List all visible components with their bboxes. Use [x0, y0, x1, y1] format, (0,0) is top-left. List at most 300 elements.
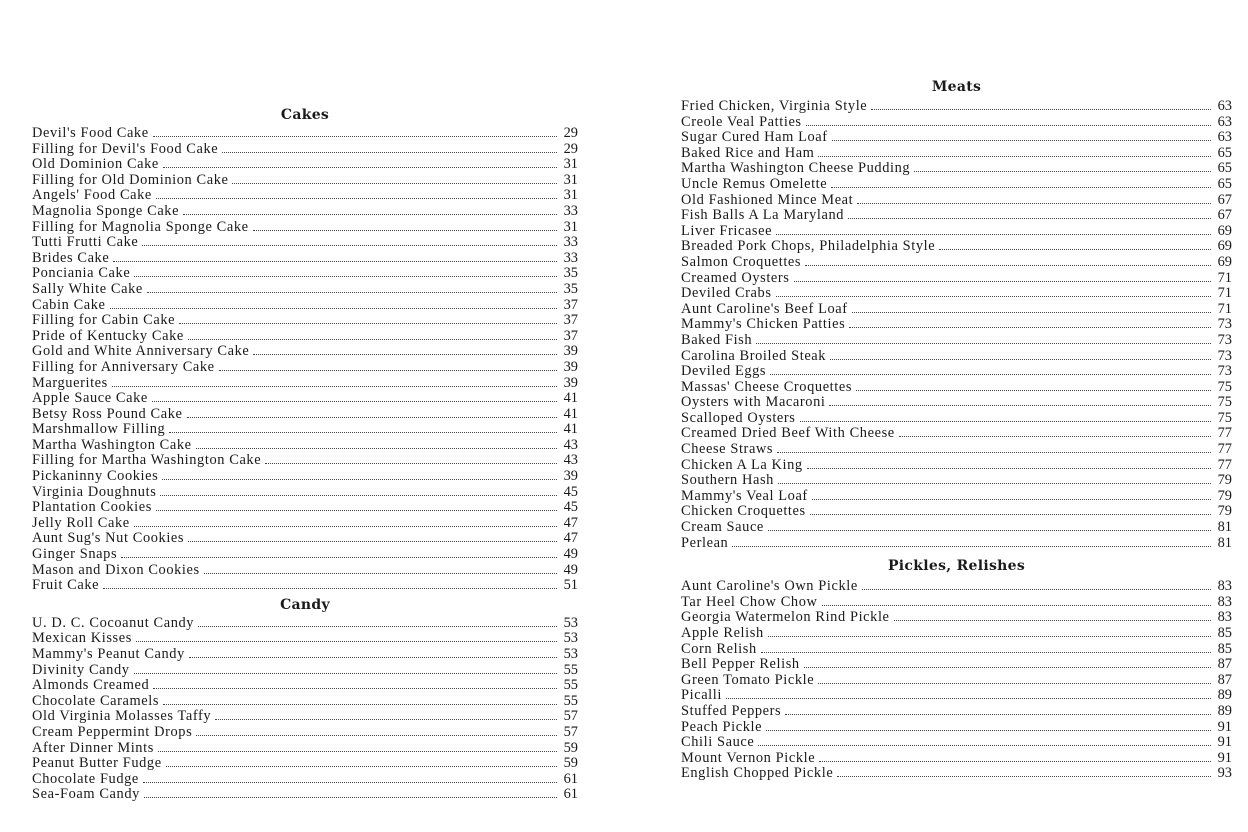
- toc-entry: [32, 142, 578, 158]
- entry-page-number: 43: [563, 436, 578, 453]
- dot-leader: [169, 432, 557, 433]
- entry-title: Cabin Cake: [32, 296, 106, 313]
- dot-leader: [829, 405, 1211, 406]
- toc-entry: [681, 380, 1232, 396]
- dot-leader: [818, 683, 1211, 684]
- entry-title: Chili Sauce: [681, 734, 755, 751]
- entry-page-number: 63: [1217, 113, 1232, 130]
- entry-title: Gold and White Anniversary Cake: [32, 343, 250, 360]
- toc-entry: [681, 626, 1232, 642]
- entry-page-number: 59: [563, 755, 578, 772]
- entry-page-number: 93: [1217, 765, 1232, 782]
- entry-page-number: 53: [563, 630, 578, 647]
- entry-page-number: 77: [1217, 441, 1232, 458]
- entry-title: Marshmallow Filling: [32, 421, 166, 438]
- entry-title: Martha Washington Cake: [32, 436, 192, 453]
- toc-entry: [32, 547, 578, 563]
- entry-title: Old Fashioned Mince Meat: [681, 191, 854, 208]
- entry-page-number: 39: [563, 468, 578, 485]
- entry-page-number: 47: [563, 514, 578, 531]
- entry-title: Deviled Eggs: [681, 363, 767, 380]
- entry-title: Aunt Caroline's Beef Loaf: [681, 300, 848, 317]
- toc-entry: [681, 302, 1232, 318]
- toc-entry: [32, 694, 578, 710]
- toc-entry: [681, 642, 1232, 658]
- dot-leader: [818, 156, 1211, 157]
- toc-entry: [32, 282, 578, 298]
- toc-entry: [681, 504, 1232, 520]
- dot-leader: [183, 214, 557, 215]
- entry-page-number: 33: [563, 202, 578, 219]
- dot-leader: [112, 386, 557, 387]
- dot-leader: [832, 140, 1211, 141]
- toc-entry: [681, 239, 1232, 255]
- entry-title: Old Dominion Cake: [32, 156, 159, 173]
- entry-page-number: 91: [1217, 749, 1232, 766]
- entry-page-number: 85: [1217, 625, 1232, 641]
- entry-title: Ginger Snaps: [32, 546, 118, 563]
- right-column: [681, 76, 1232, 782]
- entry-page-number: 35: [563, 280, 578, 297]
- entry-page-number: 73: [1217, 347, 1232, 364]
- entry-page-number: 35: [563, 265, 578, 282]
- dot-leader: [939, 249, 1211, 250]
- entry-title: Stuffed Peppers: [681, 702, 782, 719]
- entry-title: Filling for Devil's Food Cake: [32, 140, 219, 157]
- dot-leader: [136, 641, 557, 642]
- entry-title: Apple Sauce Cake: [32, 390, 148, 407]
- toc-entry: [681, 426, 1232, 442]
- toc-entry: [32, 126, 578, 142]
- dot-leader: [144, 797, 557, 798]
- dot-leader: [894, 620, 1211, 621]
- dot-leader: [758, 745, 1211, 746]
- toc-entry: [32, 266, 578, 282]
- dot-leader: [848, 218, 1211, 219]
- toc-entry: [681, 720, 1232, 736]
- entry-title: Old Virginia Molasses Taffy: [32, 708, 212, 725]
- entry-page-number: 65: [1217, 175, 1232, 192]
- dot-leader: [222, 152, 557, 153]
- toc-entry: [32, 235, 578, 251]
- pickles-entry-list: [681, 579, 1232, 782]
- entry-page-number: 49: [563, 546, 578, 563]
- entry-title: Martha Washington Cheese Pudding: [681, 160, 911, 177]
- toc-entry: [681, 766, 1232, 782]
- toc-entry: [681, 395, 1232, 411]
- dot-leader: [153, 136, 557, 137]
- entry-page-number: 75: [1217, 409, 1232, 426]
- entry-page-number: 37: [563, 327, 578, 344]
- dot-leader: [914, 171, 1211, 172]
- entry-page-number: 55: [563, 677, 578, 694]
- entry-title: Mexican Kisses: [32, 630, 132, 647]
- toc-entry: [32, 531, 578, 547]
- dot-leader: [219, 370, 557, 371]
- entry-page-number: 75: [1217, 394, 1232, 411]
- entry-page-number: 53: [563, 646, 578, 662]
- toc-entry: [681, 442, 1232, 458]
- entry-page-number: 73: [1217, 363, 1232, 380]
- entry-page-number: 79: [1217, 487, 1232, 504]
- toc-entry: [681, 208, 1232, 224]
- entry-title: Pride of Kentucky Cake: [32, 327, 184, 344]
- entry-title: Baked Rice and Ham: [681, 144, 815, 161]
- toc-entry: [681, 161, 1232, 177]
- entry-page-number: 77: [1217, 456, 1232, 473]
- entry-page-number: 37: [563, 296, 578, 313]
- dot-leader: [810, 514, 1211, 515]
- toc-entry: [32, 709, 578, 725]
- entry-title: Mason and Dixon Cookies: [32, 561, 200, 578]
- entry-page-number: 57: [563, 708, 578, 725]
- entry-title: Filling for Cabin Cake: [32, 312, 176, 329]
- entry-page-number: 73: [1217, 316, 1232, 333]
- dot-leader: [756, 343, 1211, 344]
- toc-entry: [681, 489, 1232, 505]
- toc-entry: [681, 657, 1232, 673]
- entry-page-number: 85: [1217, 640, 1232, 657]
- entry-page-number: 91: [1217, 734, 1232, 751]
- entry-page-number: 29: [563, 125, 578, 141]
- entry-page-number: 49: [563, 561, 578, 578]
- entry-title: Perlean: [681, 534, 729, 551]
- entry-title: Georgia Watermelon Rind Pickle: [681, 609, 890, 626]
- entry-title: After Dinner Mints: [32, 739, 154, 756]
- toc-entry: [681, 146, 1232, 162]
- dot-leader: [776, 234, 1211, 235]
- entry-page-number: 87: [1217, 671, 1232, 688]
- entry-title: Betsy Ross Pound Cake: [32, 405, 183, 422]
- toc-entry: [681, 579, 1232, 595]
- entry-title: Filling for Magnolia Sponge Cake: [32, 218, 249, 235]
- toc-entry: [32, 220, 578, 236]
- toc-entry: [32, 298, 578, 314]
- toc-entry: [681, 536, 1232, 552]
- dot-leader: [163, 167, 557, 168]
- toc-entry: [32, 485, 578, 501]
- dot-leader: [196, 448, 557, 449]
- toc-entry: [681, 364, 1232, 380]
- entry-title: Brides Cake: [32, 249, 110, 266]
- entry-page-number: 41: [563, 390, 578, 407]
- toc-entry: [681, 130, 1232, 146]
- section-cakes: [32, 104, 578, 594]
- entry-page-number: 87: [1217, 656, 1232, 673]
- toc-entry: [32, 741, 578, 757]
- entry-title: Devil's Food Cake: [32, 125, 149, 141]
- toc-entry: [32, 469, 578, 485]
- entry-page-number: 61: [563, 786, 578, 803]
- dot-leader: [103, 588, 557, 589]
- dot-leader: [134, 673, 557, 674]
- entry-title: Cheese Straws: [681, 441, 774, 458]
- dot-leader: [156, 510, 557, 511]
- toc-entry: [32, 251, 578, 267]
- entry-page-number: 37: [563, 312, 578, 329]
- candy-entry-list: [32, 616, 578, 803]
- dot-leader: [852, 312, 1211, 313]
- toc-entry: [681, 177, 1232, 193]
- entry-page-number: 69: [1217, 222, 1232, 239]
- entry-title: Sally White Cake: [32, 280, 143, 297]
- dot-leader: [785, 714, 1211, 715]
- entry-page-number: 41: [563, 421, 578, 438]
- dot-leader: [777, 452, 1211, 453]
- toc-entry: [32, 725, 578, 741]
- dot-leader: [766, 730, 1211, 731]
- entry-page-number: 45: [563, 499, 578, 516]
- dot-leader: [253, 354, 557, 355]
- toc-entry: [32, 500, 578, 516]
- dot-leader: [166, 766, 557, 767]
- toc-entry: [32, 360, 578, 376]
- dot-leader: [871, 109, 1211, 110]
- toc-entry: [681, 99, 1232, 115]
- entry-title: Carolina Broiled Steak: [681, 347, 827, 364]
- entry-title: Fried Chicken, Virginia Style: [681, 98, 868, 114]
- toc-entry: [681, 193, 1232, 209]
- dot-leader: [134, 526, 557, 527]
- entry-title: Mammy's Veal Loaf: [681, 487, 808, 504]
- entry-title: Bell Pepper Relish: [681, 656, 800, 673]
- toc-entry: [32, 678, 578, 694]
- dot-leader: [776, 296, 1211, 297]
- entry-page-number: 79: [1217, 503, 1232, 520]
- entry-page-number: 67: [1217, 207, 1232, 224]
- dot-leader: [726, 698, 1211, 699]
- entry-page-number: 57: [563, 723, 578, 740]
- dot-leader: [778, 483, 1211, 484]
- toc-entry: [32, 391, 578, 407]
- entry-title: Fish Balls A La Maryland: [681, 207, 845, 224]
- entry-title: Chocolate Fudge: [32, 770, 139, 787]
- cakes-entry-list: [32, 126, 578, 594]
- section-title-candy: Candy: [280, 596, 330, 613]
- dot-leader: [253, 230, 557, 231]
- dot-leader: [134, 276, 557, 277]
- toc-entry: [681, 688, 1232, 704]
- dot-leader: [768, 636, 1211, 637]
- entry-title: Cream Peppermint Drops: [32, 723, 193, 740]
- entry-title: Divinity Candy: [32, 661, 130, 678]
- entry-page-number: 47: [563, 530, 578, 547]
- entry-page-number: 73: [1217, 331, 1232, 348]
- toc-entry: [32, 407, 578, 423]
- entry-page-number: 59: [563, 739, 578, 756]
- dot-leader: [830, 359, 1211, 360]
- entry-page-number: 89: [1217, 687, 1232, 704]
- dot-leader: [899, 436, 1211, 437]
- entry-page-number: 89: [1217, 702, 1232, 719]
- toc-entry: [32, 516, 578, 532]
- toc-entry: [681, 333, 1232, 349]
- dot-leader: [204, 573, 557, 574]
- entry-title: Apple Relish: [681, 625, 764, 641]
- entry-page-number: 43: [563, 452, 578, 469]
- entry-title: Mammy's Peanut Candy: [32, 646, 185, 662]
- toc-entry: [681, 704, 1232, 720]
- entry-title: Baked Fish: [681, 331, 753, 348]
- entry-title: Creamed Dried Beef With Cheese: [681, 425, 895, 442]
- dot-leader: [770, 374, 1211, 375]
- section-title-meats: Meats: [931, 79, 982, 95]
- toc-entry: [681, 224, 1232, 240]
- entry-page-number: 55: [563, 661, 578, 678]
- entry-title: Massas' Cheese Croquettes: [681, 378, 853, 395]
- entry-title: Plantation Cookies: [32, 499, 152, 516]
- toc-entry: [32, 313, 578, 329]
- toc-entry: [681, 458, 1232, 474]
- dot-leader: [862, 589, 1211, 590]
- entry-title: Southern Hash: [681, 472, 774, 489]
- toc-entry: [681, 520, 1232, 536]
- toc-entry: [681, 255, 1232, 271]
- dot-leader: [147, 292, 557, 293]
- toc-entry: [32, 344, 578, 360]
- entry-title: Magnolia Sponge Cake: [32, 202, 180, 219]
- section-title-pickles: Pickles, Relishes: [887, 558, 1026, 575]
- dot-leader: [812, 499, 1211, 500]
- entry-title: Breaded Pork Chops, Philadelphia Style: [681, 238, 936, 255]
- entry-title: U. D. C. Cocoanut Candy: [32, 614, 195, 631]
- entry-title: English Chopped Pickle: [681, 765, 834, 782]
- section-title-cakes: Cakes: [280, 107, 330, 123]
- entry-page-number: 61: [563, 770, 578, 787]
- entry-page-number: 83: [1217, 609, 1232, 626]
- entry-page-number: 31: [563, 218, 578, 235]
- toc-entry: [32, 188, 578, 204]
- entry-page-number: 39: [563, 358, 578, 375]
- toc-entry: [32, 563, 578, 579]
- dot-leader: [807, 468, 1211, 469]
- entry-page-number: 33: [563, 249, 578, 266]
- toc-entry: [681, 411, 1232, 427]
- toc-entry: [32, 616, 578, 632]
- entry-title: Mammy's Chicken Patties: [681, 316, 846, 333]
- toc-entry: [681, 286, 1232, 302]
- toc-entry: [32, 157, 578, 173]
- entry-title: Cream Sauce: [681, 519, 764, 536]
- entry-title: Mount Vernon Pickle: [681, 749, 816, 766]
- entry-title: Chicken A La King: [681, 456, 803, 473]
- entry-page-number: 31: [563, 187, 578, 204]
- entry-page-number: 51: [563, 577, 578, 594]
- entry-title: Tutti Frutti Cake: [32, 234, 139, 251]
- entry-title: Peanut Butter Fudge: [32, 755, 162, 772]
- toc-entry: [681, 595, 1232, 611]
- entry-title: Sea-Foam Candy: [32, 786, 140, 803]
- dot-leader: [215, 719, 557, 720]
- dot-leader: [856, 390, 1211, 391]
- entry-title: Peach Pickle: [681, 718, 763, 735]
- toc-entry: [681, 473, 1232, 489]
- entry-page-number: 69: [1217, 238, 1232, 255]
- toc-entry: [32, 204, 578, 220]
- dot-leader: [849, 327, 1211, 328]
- toc-entry: [681, 271, 1232, 287]
- entry-title: Chicken Croquettes: [681, 503, 806, 520]
- section-candy: [32, 594, 578, 803]
- toc-entry: [32, 329, 578, 345]
- left-column: [32, 104, 578, 803]
- toc-entry: [681, 115, 1232, 131]
- entry-page-number: 83: [1217, 593, 1232, 610]
- toc-entry: [32, 453, 578, 469]
- toc-entry: [32, 647, 578, 663]
- entry-page-number: 81: [1217, 519, 1232, 536]
- entry-page-number: 91: [1217, 718, 1232, 735]
- entry-page-number: 71: [1217, 300, 1232, 317]
- entry-title: Chocolate Caramels: [32, 692, 160, 709]
- dot-leader: [232, 183, 557, 184]
- entry-page-number: 79: [1217, 472, 1232, 489]
- entry-title: Tar Heel Chow Chow: [681, 593, 818, 610]
- toc-entry: [32, 376, 578, 392]
- entry-title: Scalloped Oysters: [681, 409, 796, 426]
- dot-leader: [187, 417, 557, 418]
- dot-leader: [819, 761, 1211, 762]
- dot-leader: [822, 605, 1212, 606]
- entry-title: Filling for Old Dominion Cake: [32, 171, 229, 188]
- entry-page-number: 39: [563, 343, 578, 360]
- entry-title: Angels' Food Cake: [32, 187, 152, 204]
- dot-leader: [265, 463, 557, 464]
- toc-entry: [32, 663, 578, 679]
- toc-entry: [32, 438, 578, 454]
- dot-leader: [113, 261, 557, 262]
- entry-page-number: 31: [563, 171, 578, 188]
- entry-title: Aunt Sug's Nut Cookies: [32, 530, 185, 547]
- entry-title: Aunt Caroline's Own Pickle: [681, 578, 858, 595]
- entry-title: Marguerites: [32, 374, 108, 391]
- dot-leader: [189, 657, 557, 658]
- entry-page-number: 71: [1217, 269, 1232, 286]
- entry-page-number: 55: [563, 692, 578, 709]
- dot-leader: [198, 626, 557, 627]
- entry-title: Creamed Oysters: [681, 269, 790, 286]
- dot-leader: [162, 479, 557, 480]
- entry-page-number: 83: [1217, 578, 1232, 595]
- entry-page-number: 39: [563, 374, 578, 391]
- entry-page-number: 41: [563, 405, 578, 422]
- dot-leader: [732, 546, 1211, 547]
- dot-leader: [158, 751, 557, 752]
- entry-title: Liver Fricasee: [681, 222, 773, 239]
- toc-entry: [681, 735, 1232, 751]
- toc-entry: [32, 756, 578, 772]
- toc-entry: [32, 422, 578, 438]
- entry-page-number: 77: [1217, 425, 1232, 442]
- entry-page-number: 53: [563, 614, 578, 631]
- toc-entry: [681, 610, 1232, 626]
- entry-title: Ponciania Cake: [32, 265, 131, 282]
- entry-page-number: 69: [1217, 253, 1232, 270]
- entry-page-number: 63: [1217, 98, 1232, 114]
- entry-title: Fruit Cake: [32, 577, 100, 594]
- toc-entry: [32, 787, 578, 803]
- dot-leader: [179, 323, 557, 324]
- toc-entry: [681, 673, 1232, 689]
- entry-title: Sugar Cured Ham Loaf: [681, 129, 828, 146]
- toc-entry: [32, 578, 578, 594]
- dot-leader: [196, 735, 557, 736]
- dot-leader: [143, 782, 557, 783]
- dot-leader: [837, 776, 1211, 777]
- entry-title: Corn Relish: [681, 640, 757, 657]
- entry-page-number: 75: [1217, 378, 1232, 395]
- toc-entry: [32, 772, 578, 788]
